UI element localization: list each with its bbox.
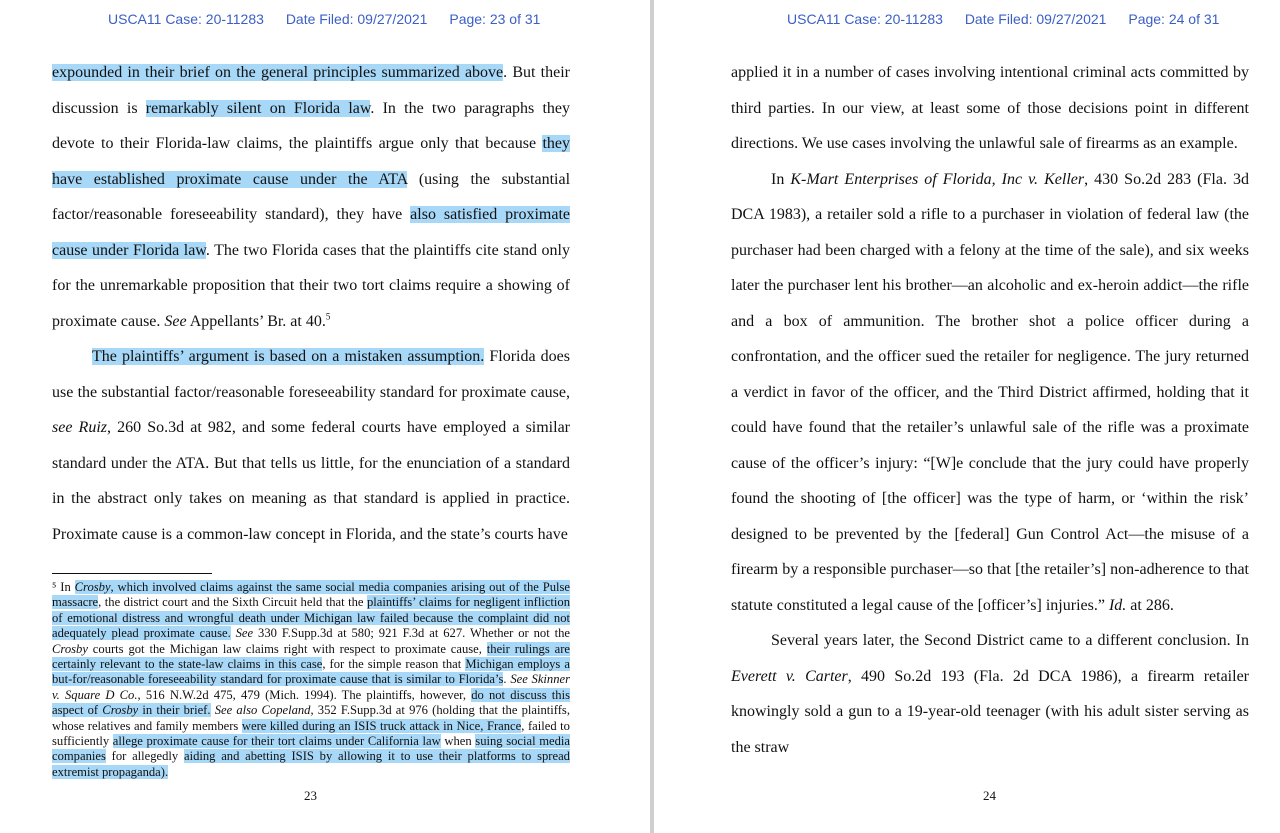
paragraph: expounded in their brief on the general principles summarized above. But their discussion is remarkably silent on Florida law. In the two paragraphs they devote to their Florida-law claims, the plaintiffs argue only that because they have established proximate cause under the ATA (using the substantial factor/reasonable foreseeability standard), they have also satisfied proximate cause under Florida law. The two Florida cases that the plaintiffs cite stand only for the unremarkable proposition that their two tort claims require a showing of proximate cause. See Appellants’ Br. at 40.$^5$ (52, 64, 571, 330)
page-number: 23 (304, 788, 317, 803)
highlight: also satisfied proximate cause under Florida law (52, 206, 570, 259)
highlight: expounded in their brief on the general principles summarized above (52, 64, 504, 81)
page-header (787, 11, 1237, 27)
paragraph: Several years later, the Second District came to a different conclusion. In Everett v. Carter, 490 So.2d 193 (Fla. 2d DCA 1986), a firearm retailer knowingly sold a gun to a 19-year-old teenager (with his adult sister serving as the straw (731, 632, 1250, 756)
body-text (52, 55, 570, 552)
paragraph: applied it in a number of cases involving intentional criminal acts committed by third parties. In our view, at least some of those decisions point in different directions. We use cases involving the unlawful sale of firearms as an example. (731, 64, 1249, 152)
footnote: ⁵ In Crosby, which involved claims against the same social media companies arising out of the Pulse massacre, the district court and the Sixth Circuit held that the plaintiffs’ claims for negligent infliction of emotional distress and wrongful death under Michigan law failed because the complaint did not adequately plead proximate cause. See 330 F.Supp.3d at 580; 921 F.3d at 627. Whether or not the Crosby courts got the Michigan law claims right with respect to proximate cause, their rulings are certainly relevant to the state-law claims in this case, for the simple reason that Michigan employs a but-for/reasonable foreseeability standard for proximate cause that is similar to Florida’s. See Skinner v. Square D Co., 516 N.W.2d 475, 479 (Mich. 1994). The plaintiffs, however, do not discuss this aspect of Crosby in their brief. See also Copeland, 352 F.Supp.3d at 976 (holding that the plaintiffs, whose relatives and family members were killed during an ISIS truck attack in Nice, France, failed to sufficiently allege proximate cause for their tort claims under California law when suing social media companies for allegedly aiding and abetting ISIS by allowing it to use their platforms to spread extremist propaganda). (52, 580, 571, 779)
body-text (731, 55, 1249, 765)
footnote-ref[interactable]: 5 (325, 311, 331, 322)
date-filed: Date Filed: 09/27/2021 (285, 11, 428, 27)
page-indicator: Page: 23 of 31 (449, 11, 541, 27)
case-number: USCA11 Case: 20-11283 (108, 11, 264, 27)
case-number: USCA11 Case: 20-11283 (787, 11, 943, 27)
highlight: they have established proximate cause under the ATA (52, 135, 570, 188)
pdf-page-24 (654, 0, 1280, 833)
date-filed: Date Filed: 09/27/2021 (964, 11, 1107, 27)
paragraph: In K-Mart Enterprises of Florida, Inc v. Keller, 430 So.2d 283 (Fla. 3d DCA 1983), a retailer sold a rifle to a purchaser in violation of federal law (the purchaser had been charged with a felony at the time of the sale), and six weeks later the purchaser lent his brother—an alcoholic and ex-heroin addict—the rifle and a box of ammunition. The brother shot a police officer during a confrontation, and the officer sued the retailer for negligence. The jury returned a verdict in favor of the officer, and the Third District affirmed, holding that it could have found that the retailer’s unlawful sale of the rifle was a proximate cause of the officer’s injury: “[W]e conclude that the jury could have properly found the shooting of [the officer] was the type of harm, or ‘within the risk’ designed to be prevented by the [federal] Gun Control Act—the misuse of a firearm by a responsible purchaser—so that [the retailer’s] non-adherence to that statute constituted a legal cause of the [officer’s] injuries.” Id. at 286. (731, 170, 1249, 614)
paragraph: The plaintiffs’ argument is based on a mistaken assumption. Florida does use the substantial factor/reasonable foreseeability standard for proximate cause, see Ruiz, 260 So.3d at 982, and some federal courts have employed a similar standard under the ATA. But that tells us little, for the enunciation of a standard in the abstract only takes on meaning as that standard is applied in practice. Proximate cause is a common-law concept in Florida, and the state’s courts have (52, 348, 571, 543)
highlight: The plaintiffs’ argument is based on a mistaken assumption. (92, 348, 485, 365)
page-number: 24 (983, 788, 996, 803)
page-header (108, 11, 558, 27)
highlight: remarkably silent on Florida law (145, 99, 371, 117)
page-indicator: Page: 24 of 31 (1128, 11, 1220, 27)
footnote-divider (52, 573, 212, 574)
